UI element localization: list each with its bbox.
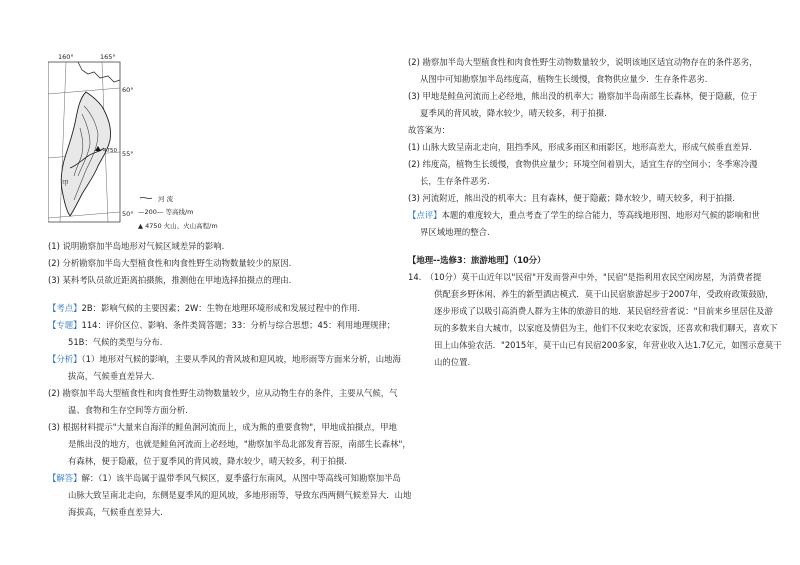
peninsula-shape xyxy=(61,92,110,216)
kaodian-row xyxy=(48,302,360,316)
lat-label-50: 50° xyxy=(122,210,134,218)
fenxi-line: 拔高，气候垂直差异大. xyxy=(68,371,155,381)
zhuanti-line: 114：评价区位、影响、条件类简答题；33：分析与综合思想；45：利用地理规律； xyxy=(81,320,396,330)
volcano-elevation-label: 4750 xyxy=(103,148,117,154)
guzuo-line: (3) 河流附近，熊出没的机率大；且有森林，便于隐蔽；降水较少，晴天较多，利于拍摄. xyxy=(408,193,736,203)
fenxi-line: (2) 勘察加半岛大型植食性和肉食性野生动物数量较少，应从动物生存的条件，主要从气候，气 xyxy=(48,388,398,398)
zhuanti-row xyxy=(48,319,395,333)
dianping-row xyxy=(408,209,760,223)
guzuo-line: (1) 山脉大致呈南北走向，阻挡季风，形成多雨区和雨影区，地形高差大，形成气候垂直差异. xyxy=(408,142,752,152)
fenxi-line: (3) 根据材料提示"大量来自海洋的鲑鱼洄河流而上，成为熊的重要食物"，甲地成拍摄点，甲地 xyxy=(48,422,397,432)
mainland-coastline xyxy=(78,62,120,82)
parallel-50 xyxy=(48,212,120,218)
dianping-tag: 【点评】 xyxy=(408,210,442,220)
section-title: 【地理--选修3：旅游地理】（10分） xyxy=(408,255,546,265)
lon-label-160: 160° xyxy=(58,53,74,61)
question-2: (2) 分析勘察加半岛大型植食性和肉食性野生动物数量较少的原因. xyxy=(48,258,292,268)
map-svg xyxy=(48,48,268,230)
parallel-60 xyxy=(48,88,120,94)
zhuanti-tag: 【专题】 xyxy=(48,320,82,330)
jieda-line: 山脉大致呈南北走向，东侧是夏季风的迎风坡，多地形雨等，导致东西两侧气候差异大．山地 xyxy=(68,490,412,500)
q14-line: 14. （10分）莫干山近年以"民宿"开发而誉声中外，"民宿"是指利用农民空闲房屋，为消费者提 xyxy=(408,272,762,282)
question-3: (3) 某科考队员欲近距离拍摄熊，推测他在甲地选择拍摄点的理由. xyxy=(48,275,292,285)
kaodian-tag: 【考点】 xyxy=(48,303,82,313)
guzuo-line: (2) 纬度高，植物生长缓慢，食物供应量少；环境空间着别大，适宜生存的空间小；冬季寒冷漫 xyxy=(408,159,758,169)
jieda-line: 解：（1）该半岛属于温带季风气候区，夏季盛行东南风，从图中等高线可知勘察加半岛 xyxy=(81,473,401,483)
legend-volcano-label: ▲ 4750 火山、火山高程/m xyxy=(138,222,218,230)
dianping-line: 界区域地理的整合. xyxy=(420,227,490,237)
zhuanti-line: 51B：气候的类型与分布. xyxy=(68,337,163,347)
dianping-line: 本题的难度较大，重点考查了学生的综合能力，等高线地形图、地形对气候的影响和世 xyxy=(441,210,760,220)
guzuo-line: 长，生存条件恶劣. xyxy=(420,176,490,186)
lon-label-165: 165° xyxy=(100,53,116,61)
kamchatka-map-figure xyxy=(48,48,268,230)
guzuo-label: 故答案为： xyxy=(408,125,450,135)
jieda-tag: 【解答】 xyxy=(48,473,82,483)
lat-label-55: 55° xyxy=(122,150,134,158)
legend-contour-label: —200— 等高线/m xyxy=(138,208,194,216)
answer-line: 夏季风的背风坡，降水较少，晴天较多，利于拍摄. xyxy=(420,108,607,118)
answer-line: (2) 勘察加半岛大型植食性和肉食性野生动物数量较少，说明该地区适宜动物存在的条件恶劣， xyxy=(408,57,758,67)
q14-line: 逐步形成了以吸引高消费人群为主体的旅游目的地．某民宿经营者说："目前来乡里居住及游 xyxy=(434,306,773,316)
legend-river-icon xyxy=(140,197,152,198)
fenxi-tag: 【分析】 xyxy=(48,354,82,364)
jieda-line: 海拔高，气候垂直差异大. xyxy=(68,507,163,517)
fenxi-line: （1）地形对气候的影响，主要从季风的背风坡和迎风坡，地形雨等方面来分析，山地海 xyxy=(81,354,401,364)
fenxi-line: 温、食物和生存空间等方面分析. xyxy=(68,405,188,415)
fenxi-row xyxy=(48,353,401,367)
answer-line: 从图中可知勘察加半岛纬度高，植物生长缓慢，食物供应量少．生存条件恶劣. xyxy=(420,74,708,84)
question-1: (1) 说明勘察加半岛地形对气候区域差异的影响. xyxy=(48,241,225,251)
legend-river-label: 河 流 xyxy=(158,195,174,203)
fenxi-line: 是熊出没的地方，也就是鲑鱼河流而上必经地，"勘察加半岛北部发育苔原，南部生长森林"， xyxy=(68,439,411,449)
lat-label-60: 60° xyxy=(122,86,134,94)
place-jia-label: 甲 xyxy=(62,179,69,187)
q14-line: 山的位置. xyxy=(434,357,471,367)
answer-line: (3) 甲地是鲑鱼河流而上必经地，熊出没的机率大；勘察加半岛南部生长森林，便于隐蔽，位于 xyxy=(408,91,758,101)
jieda-row xyxy=(48,472,401,486)
q14-line: 供配套乡野休闲、养生的新型酒店模式．莫干山民宿旅游起步于2007年，受政府政策鼓励， xyxy=(434,289,774,299)
kaodian-text: 2B：影响气候的主要因素；2W：生物在地理环境形成和发展过程中的作用. xyxy=(81,303,361,313)
fenxi-line: 有森林，便于隐蔽，位于夏季风的背风坡，降水较少，晴天较多，利于拍摄. xyxy=(68,456,348,466)
q14-line: 田上山体验农活．"2015年，莫干山已有民宿200多家，年营业收入达1.7亿元，如图示意莫干 xyxy=(434,340,782,350)
q14-line: 玩的多数来自大城市，以家庭及情侣为主，他们不仅来吃农家饭，还喜欢和我们聊天，喜欢下 xyxy=(434,323,778,333)
